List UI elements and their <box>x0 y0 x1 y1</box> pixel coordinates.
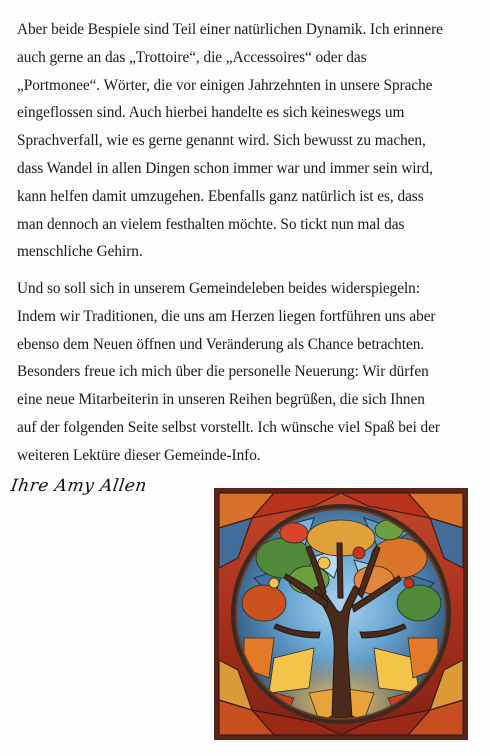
text-line: Sprachverfall, wie es gerne genannt wird. Sich bewusst zu machen, <box>17 132 426 150</box>
signature: Ihre Amy Allen <box>9 476 149 496</box>
text-line: „Portmonee“. Wörter, die vor einigen Jahrzehnten in unsere Sprache <box>17 76 433 94</box>
text-line: eingeflossen sind. Auch hierbei handelte es sich keineswegs um <box>17 104 405 122</box>
text-line: eine neue Mitarbeiterin in unseren Reihen begrüßen, die sich Ihnen <box>17 391 425 409</box>
text-line: menschliche Gehirn. <box>17 243 143 261</box>
text-line: auf der folgenden Seite selbst vorstellt. Ich wünsche viel Spaß bei der <box>17 418 440 436</box>
text-line: auch gerne an das „Trottoire“, die „Accessoires“ oder das <box>17 48 367 66</box>
text-line: Und so soll sich in unserem Gemeindeleben beides widerspiegeln: <box>17 280 420 297</box>
paragraph-1 <box>17 16 473 266</box>
paragraph-2 <box>17 275 473 470</box>
text-line: dass Wandel in allen Dingen schon immer war und immer sein wird, <box>17 159 433 177</box>
text-line: man dennoch an vielem festhalten möchte. So tickt nun mal das <box>17 215 405 233</box>
text-line: kann helfen damit umzugehen. Ebenfalls ganz natürlich ist es, dass <box>17 187 424 205</box>
text-line: Besonders freue ich mich über die personelle Neuerung: Wir dürfen <box>17 363 429 381</box>
tree-of-life-stained-glass-image <box>214 488 468 740</box>
text-line: Indem wir Traditionen, die uns am Herzen liegen fortführen uns aber <box>17 307 436 325</box>
text-line: weiteren Lektüre dieser Gemeinde-Info. <box>17 446 261 464</box>
text-line: Aber beide Bespiele sind Teil einer natürlichen Dynamik. Ich erinnere <box>17 21 443 38</box>
text-line: ebenso dem Neuen öffnen und Veränderung als Chance betrachten. <box>17 335 425 353</box>
